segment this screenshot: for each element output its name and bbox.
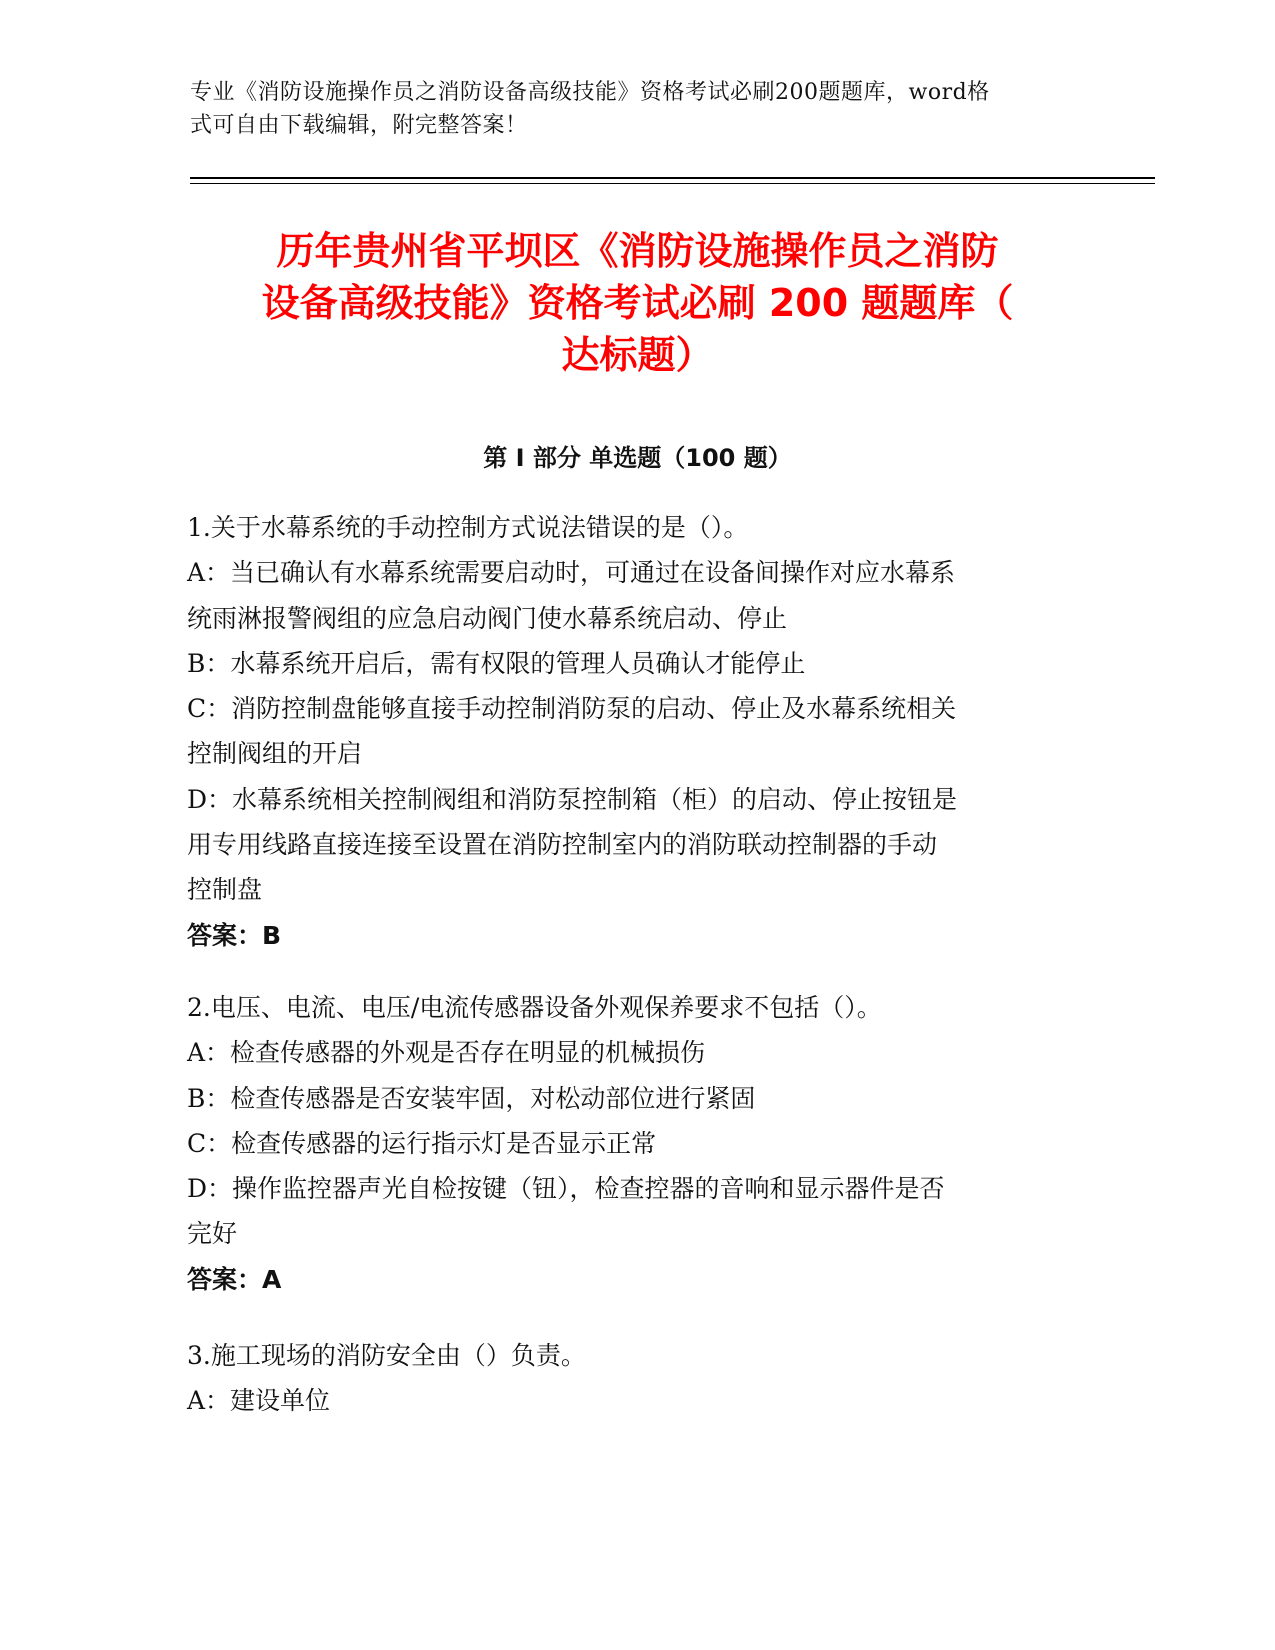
option-a: A：建设单位	[187, 1386, 331, 1416]
option-d-continued: 用专用线路直接连接至设置在消防控制室内的消防联动控制器的手动	[187, 830, 938, 860]
option-a: A：当已确认有水幕系统需要启动时，可通过在设备间操作对应水幕系	[187, 558, 956, 588]
document-title-line: 历年贵州省平坝区《消防设施操作员之消防	[276, 229, 999, 273]
question-1	[187, 505, 1087, 958]
option-c-continued: 控制阀组的开启	[187, 739, 363, 769]
header-divider-thick	[190, 177, 1155, 179]
option-d-continued: 控制盘	[187, 875, 263, 905]
answer: 答案：B	[187, 920, 282, 950]
question-stem: 1.关于水幕系统的手动控制方式说法错误的是（）。	[187, 513, 749, 542]
option-b: B：水幕系统开启后，需有权限的管理人员确认才能停止	[187, 648, 806, 678]
document-title	[120, 225, 1155, 381]
document-title-line: 设备高级技能》资格考试必刷 200 题题库（	[261, 281, 1014, 325]
header-note-line: 式可自由下载编辑，附完整答案！	[190, 113, 528, 138]
question-2	[187, 985, 1087, 1302]
option-b: B：检查传感器是否安装牢固，对松动部位进行紧固	[187, 1083, 756, 1113]
question-stem: 2.电压、电流、电压/电流传感器设备外观保养要求不包括（）。	[187, 993, 882, 1022]
header-note-line: 专业《消防设施操作员之消防设备高级技能》资格考试必刷200题题库，word格	[190, 80, 990, 105]
header-divider-thin	[190, 183, 1155, 184]
section-heading: 第 I 部分 单选题（100 题）	[483, 444, 792, 472]
option-d: D：水幕系统相关控制阀组和消防泵控制箱（柜）的启动、停止按钮是	[187, 784, 958, 814]
option-a-continued: 统雨淋报警阀组的应急启动阀门使水幕系统启动、停止	[187, 603, 788, 633]
option-c: C：检查传感器的运行指示灯是否显示正常	[187, 1128, 657, 1158]
document-title-line: 达标题）	[561, 333, 714, 377]
option-c: C：消防控制盘能够直接手动控制消防泵的启动、停止及水幕系统相关	[187, 694, 957, 724]
header-note	[190, 76, 1070, 142]
option-d: D：操作监控器声光自检按键（钮），检查控器的音响和显示器件是否	[187, 1174, 945, 1204]
answer: 答案：A	[187, 1264, 282, 1294]
question-3	[187, 1333, 1087, 1424]
option-d-continued: 完好	[187, 1219, 238, 1249]
option-a: A：检查传感器的外观是否存在明显的机械损伤	[187, 1038, 706, 1068]
question-stem: 3.施工现场的消防安全由（）负责。	[187, 1341, 586, 1370]
